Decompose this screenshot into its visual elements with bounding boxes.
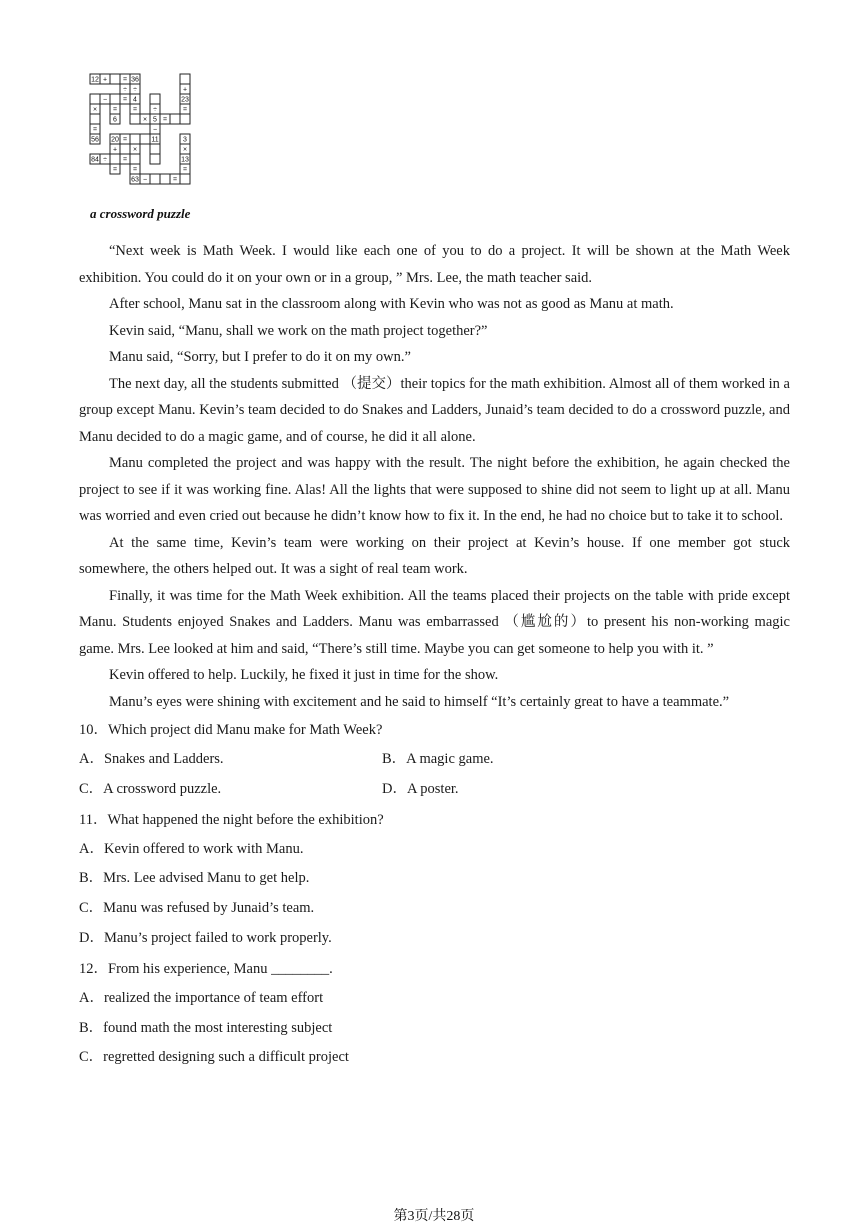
- crossword-operator: =: [92, 126, 98, 134]
- crossword-operator: −: [142, 176, 148, 184]
- crossword-cell: [150, 174, 160, 184]
- crossword-operator: =: [162, 116, 168, 124]
- crossword-cell: [90, 94, 100, 104]
- crossword-cell: [130, 134, 140, 144]
- option-a: A．realized the importance of team effort: [79, 989, 324, 1006]
- crossword-cell: [170, 114, 180, 124]
- option-b: B．found math the most interesting subject: [79, 1019, 333, 1036]
- option-c: C．Manu was refused by Junaid’s team.: [79, 900, 315, 917]
- question-stem: 11．What happened the night before the exhibition?: [79, 811, 384, 828]
- crossword-number: 12: [91, 76, 99, 84]
- crossword-number: 84: [91, 156, 99, 164]
- crossword-operator: ×: [132, 146, 138, 154]
- passage-paragraph: Finally, it was time for the Math Week exhibition. All the teams placed their projects on the table with pride except Manu. Students enjoyed Snakes and Ladders. Manu was embarrassed （尴尬的）to present his non-working magic game. Mrs. Lee looked at him and said, “There’s still time. Maybe you can get someone to help you with it. ”: [79, 587, 790, 657]
- passage-paragraph: Manu’s eyes were shining with excitement and he said to himself “It’s certainly great to have a teammate.”: [109, 693, 730, 710]
- option-b: B．Mrs. Lee advised Manu to get help.: [79, 870, 310, 887]
- option-d: D．Manu’s project failed to work properly.: [79, 929, 332, 946]
- crossword-operator: =: [122, 96, 128, 104]
- passage-paragraph: The next day, all the students submitted （提交）their topics for the math exhibition. Almost all of them worked in a group except Manu. Kevin’s team decided to do Snakes and Ladders, Junaid’s team decided to do a crossword puzzle, and Manu decided to do a magic game, and of course, he did it all alone.: [79, 375, 790, 445]
- crossword-operator: +: [112, 146, 118, 154]
- option-a: A．Snakes and Ladders.: [79, 751, 224, 767]
- crossword-operator: =: [122, 136, 128, 144]
- crossword-operator: +: [102, 76, 108, 84]
- crossword-cell: [150, 144, 160, 154]
- page-footer: 第3页/共28页: [393, 1209, 475, 1224]
- crossword-number: 36: [131, 76, 139, 84]
- passage-paragraph: At the same time, Kevin’s team were working on their project at Kevin’s house. If one member got stuck somewhere, the others helped out. It was a sight of real team work.: [79, 534, 790, 577]
- passage-paragraph: Kevin offered to help. Luckily, he fixed it just in time for the show.: [109, 667, 499, 683]
- option-c: C．regretted designing such a difficult project: [79, 1049, 349, 1066]
- option-c: C．A crossword puzzle.: [79, 780, 222, 797]
- option-d: D．A poster.: [382, 780, 459, 797]
- option-b: B．A magic game.: [382, 751, 494, 767]
- crossword-number: 13: [181, 156, 189, 164]
- crossword-operator: =: [182, 106, 188, 114]
- crossword-operator: ×: [92, 106, 98, 114]
- crossword-number: 4: [133, 96, 137, 104]
- crossword-cell: [150, 154, 160, 164]
- crossword-operator: ×: [182, 146, 188, 154]
- crossword-cell: [90, 114, 100, 124]
- question-12: [79, 954, 790, 1073]
- crossword-operator: =: [122, 156, 128, 164]
- figure-caption: a crossword puzzle: [90, 206, 191, 221]
- crossword-operator: =: [132, 106, 138, 114]
- crossword-number: 23: [181, 96, 189, 104]
- question-stem: 10．Which project did Manu make for Math Week?: [79, 722, 383, 738]
- crossword-cell: [110, 74, 120, 84]
- crossword-operator: ÷: [153, 106, 157, 114]
- passage-paragraph: “Next week is Math Week. I would like each one of you to do a project. It will be shown at the Math Week exhibition. You could do it on your own or in a group, ” Mrs. Lee, the math teacher said.: [79, 243, 790, 286]
- crossword-operator: ÷: [103, 156, 107, 164]
- passage-paragraph: Manu completed the project and was happy with the result. The night before the exhibition, he again checked the project to see if it was working fine. Alas! All the lights that were supposed to shine did not seem to light up at all. Manu was worried and even cried out because he didn’t know how to fix it. In the end, he had no choice but to take it to school.: [79, 455, 790, 524]
- question-11: [79, 805, 790, 954]
- crossword-cell: [180, 74, 190, 84]
- question-stem: 12．From his experience, Manu ________.: [79, 960, 333, 977]
- crossword-number: 5: [153, 116, 157, 124]
- crossword-operator: ÷: [123, 86, 127, 94]
- crossword-cell: [140, 134, 150, 144]
- crossword-operator: =: [182, 166, 188, 174]
- crossword-operator: =: [112, 166, 118, 174]
- crossword-number: 56: [91, 136, 99, 144]
- passage-paragraph: Manu said, “Sorry, but I prefer to do it on my own.”: [109, 349, 411, 365]
- crossword-operator: ×: [142, 116, 148, 124]
- crossword-cell: [160, 174, 170, 184]
- crossword-operator: =: [122, 76, 128, 84]
- question-10: [79, 715, 790, 805]
- crossword-cell: [130, 154, 140, 164]
- crossword-cell: [130, 114, 140, 124]
- crossword-number: 63: [131, 176, 139, 184]
- crossword-operator: +: [182, 86, 188, 94]
- crossword-number: 11: [151, 136, 159, 144]
- passage-paragraph: After school, Manu sat in the classroom along with Kevin who was not as good as Manu at math.: [109, 296, 674, 312]
- crossword-operator: −: [152, 126, 158, 134]
- crossword-figure: [88, 72, 213, 202]
- crossword-operator: =: [132, 166, 138, 174]
- crossword-cell: [180, 174, 190, 184]
- crossword-number: 20: [111, 136, 119, 144]
- crossword-cell: [110, 94, 120, 104]
- page-content: [79, 238, 790, 1073]
- option-a: A．Kevin offered to work with Manu.: [79, 840, 304, 857]
- crossword-operator: ÷: [133, 86, 137, 94]
- crossword-operator: =: [112, 106, 118, 114]
- reading-passage: [79, 238, 790, 715]
- crossword-operator: −: [102, 96, 108, 104]
- passage-paragraph: Kevin said, “Manu, shall we work on the math project together?”: [109, 322, 488, 339]
- crossword-operator: =: [172, 176, 178, 184]
- crossword-number: 3: [183, 136, 187, 144]
- crossword-number: 6: [113, 116, 117, 124]
- crossword-grid: [88, 72, 213, 202]
- crossword-cell: [110, 154, 120, 164]
- crossword-cell: [180, 114, 190, 124]
- crossword-cell: [150, 94, 160, 104]
